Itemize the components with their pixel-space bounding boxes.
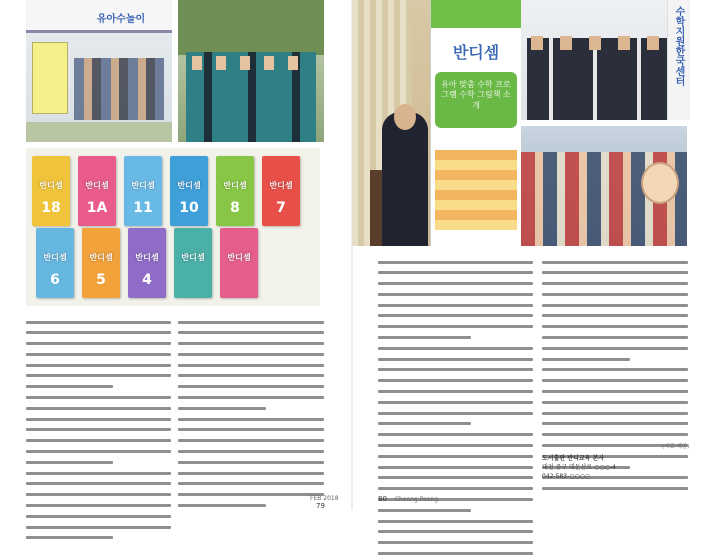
issue-label: FEB 2018	[310, 495, 339, 502]
text-line	[378, 358, 533, 366]
text-line	[26, 407, 171, 415]
staff-group-photo	[178, 0, 324, 142]
text-line	[26, 482, 171, 490]
book-cover	[82, 228, 120, 298]
book-number: 1A	[86, 200, 108, 216]
book-title: 반디셈	[43, 253, 67, 262]
left-page	[0, 0, 352, 510]
text-line	[26, 461, 171, 469]
text-line	[378, 466, 533, 474]
book-number: 7	[276, 200, 286, 216]
text-line	[378, 401, 533, 409]
book-title: 반디셈	[89, 253, 113, 262]
text-line	[542, 422, 688, 430]
text-line	[542, 261, 688, 269]
text-line	[542, 293, 688, 301]
booth-tent-photo	[26, 0, 172, 142]
text-line	[26, 353, 171, 361]
book-cover	[170, 156, 208, 226]
text-line	[542, 487, 688, 495]
text-line	[378, 325, 533, 333]
banner-title: 반디셈	[452, 43, 500, 62]
text-line	[26, 364, 171, 372]
text-line	[542, 271, 688, 279]
text-line	[26, 418, 171, 426]
text-line	[378, 476, 533, 484]
guests-group	[527, 38, 677, 120]
text-line	[378, 520, 533, 528]
left-page-number: 79	[316, 502, 325, 510]
text-line	[542, 336, 688, 344]
book-cover	[32, 156, 70, 226]
staff-faces	[192, 56, 312, 70]
text-line	[378, 541, 533, 549]
text-line	[26, 536, 171, 544]
text-line	[178, 439, 324, 447]
tent-banner-text: 유아수놀이	[96, 14, 146, 25]
text-line	[26, 515, 171, 523]
text-line	[378, 552, 533, 560]
text-line	[178, 342, 324, 350]
book-title: 반디셈	[223, 181, 247, 190]
right-page-number: 80	[378, 495, 387, 503]
text-line	[26, 374, 171, 382]
book-title: 반디셈	[39, 181, 63, 190]
banner-box-text: 유아 맞춤 수학 프로그램 수학 그림책 소개	[441, 80, 511, 110]
text-line	[26, 439, 171, 447]
text-line	[26, 493, 171, 501]
text-line	[26, 526, 171, 534]
text-line	[178, 407, 324, 415]
text-line	[378, 282, 533, 290]
text-line	[178, 428, 324, 436]
text-line	[178, 396, 324, 404]
text-line	[26, 342, 171, 350]
book-cover	[174, 228, 212, 298]
vertical-banner	[667, 0, 690, 120]
text-line	[378, 509, 533, 517]
text-line	[178, 353, 324, 361]
text-line	[26, 385, 171, 393]
speaker-figure	[382, 112, 428, 246]
text-line	[542, 412, 688, 420]
text-line	[542, 358, 688, 366]
text-line	[542, 433, 688, 441]
book-cover	[36, 228, 74, 298]
text-line	[26, 450, 171, 458]
book-number: 5	[96, 272, 106, 288]
event-crowd-photo	[521, 126, 687, 246]
visitors-group	[74, 58, 164, 120]
text-line	[542, 304, 688, 312]
text-line	[178, 331, 324, 339]
text-line	[542, 379, 688, 387]
book-cover	[78, 156, 116, 226]
speaker-head	[394, 104, 416, 130]
text-line	[378, 293, 533, 301]
text-line	[178, 450, 324, 458]
mascot-figure	[641, 162, 679, 204]
book-number: 8	[230, 200, 240, 216]
book-title: 반디셈	[177, 181, 201, 190]
text-line	[378, 304, 533, 312]
text-line	[542, 390, 688, 398]
text-line	[26, 321, 171, 329]
text-line	[26, 472, 171, 480]
book-number: 18	[41, 200, 61, 216]
book-cover	[124, 156, 162, 226]
photo-credit: (자료 제공)	[662, 444, 690, 450]
book-number: 11	[133, 200, 153, 216]
text-line	[178, 493, 324, 501]
text-line	[178, 321, 324, 329]
text-line	[378, 433, 533, 441]
contact-info	[542, 454, 697, 481]
book-title: 반디셈	[135, 253, 159, 262]
book-number: 4	[142, 272, 152, 288]
contact-line-1: 도서출판 반디교육 본사	[542, 455, 605, 462]
text-line	[378, 336, 533, 344]
book-cover	[128, 228, 166, 298]
text-line	[178, 364, 324, 372]
book-number: 10	[179, 200, 199, 216]
program-banner-photo	[430, 0, 521, 246]
text-line	[26, 396, 171, 404]
contact-line-2: 대전 중구 대둔산로 ○○○-4	[542, 464, 616, 471]
text-line	[542, 282, 688, 290]
ceremony-guests-photo	[521, 0, 687, 120]
text-line	[178, 482, 324, 490]
text-line	[378, 390, 533, 398]
text-line	[378, 455, 533, 463]
book-title: 반디셈	[131, 181, 155, 190]
text-line	[378, 271, 533, 279]
book-cover	[262, 156, 300, 226]
books-collection-photo	[26, 148, 320, 306]
left-text-column-2	[178, 318, 324, 512]
text-line	[178, 504, 324, 512]
text-line	[378, 422, 533, 430]
text-line	[378, 347, 533, 355]
right-footer	[378, 495, 438, 503]
text-line	[542, 347, 688, 355]
text-line	[26, 428, 171, 436]
text-line	[178, 472, 324, 480]
book-title: 반디셈	[269, 181, 293, 190]
text-line	[378, 444, 533, 452]
text-line	[542, 325, 688, 333]
text-line	[378, 412, 533, 420]
text-line	[542, 368, 688, 376]
text-line	[178, 461, 324, 469]
text-line	[178, 418, 324, 426]
text-line	[378, 261, 533, 269]
right-text-column-1	[378, 258, 533, 560]
text-line	[378, 314, 533, 322]
text-line	[178, 385, 324, 393]
vertical-banner-text: 수학지원한국센터	[673, 6, 684, 86]
book-cover	[220, 228, 258, 298]
magazine-name: Cheong Poong	[394, 496, 439, 503]
book-title: 반디셈	[181, 253, 205, 262]
left-text-column-1	[26, 318, 171, 545]
text-line	[178, 374, 324, 382]
text-line	[26, 504, 171, 512]
book-title: 반디셈	[227, 253, 251, 262]
guest-faces	[531, 36, 671, 50]
text-line	[378, 368, 533, 376]
text-line	[378, 379, 533, 387]
left-footer	[310, 495, 352, 510]
book-number: 6	[50, 272, 60, 288]
text-line	[26, 331, 171, 339]
booth-poster	[32, 42, 68, 114]
contact-line-3: 042-583-○○○○	[542, 473, 591, 480]
text-line	[542, 314, 688, 322]
text-line	[378, 530, 533, 538]
book-cover	[216, 156, 254, 226]
text-line	[542, 401, 688, 409]
banner-illustration	[435, 150, 517, 230]
book-title: 반디셈	[85, 181, 109, 190]
